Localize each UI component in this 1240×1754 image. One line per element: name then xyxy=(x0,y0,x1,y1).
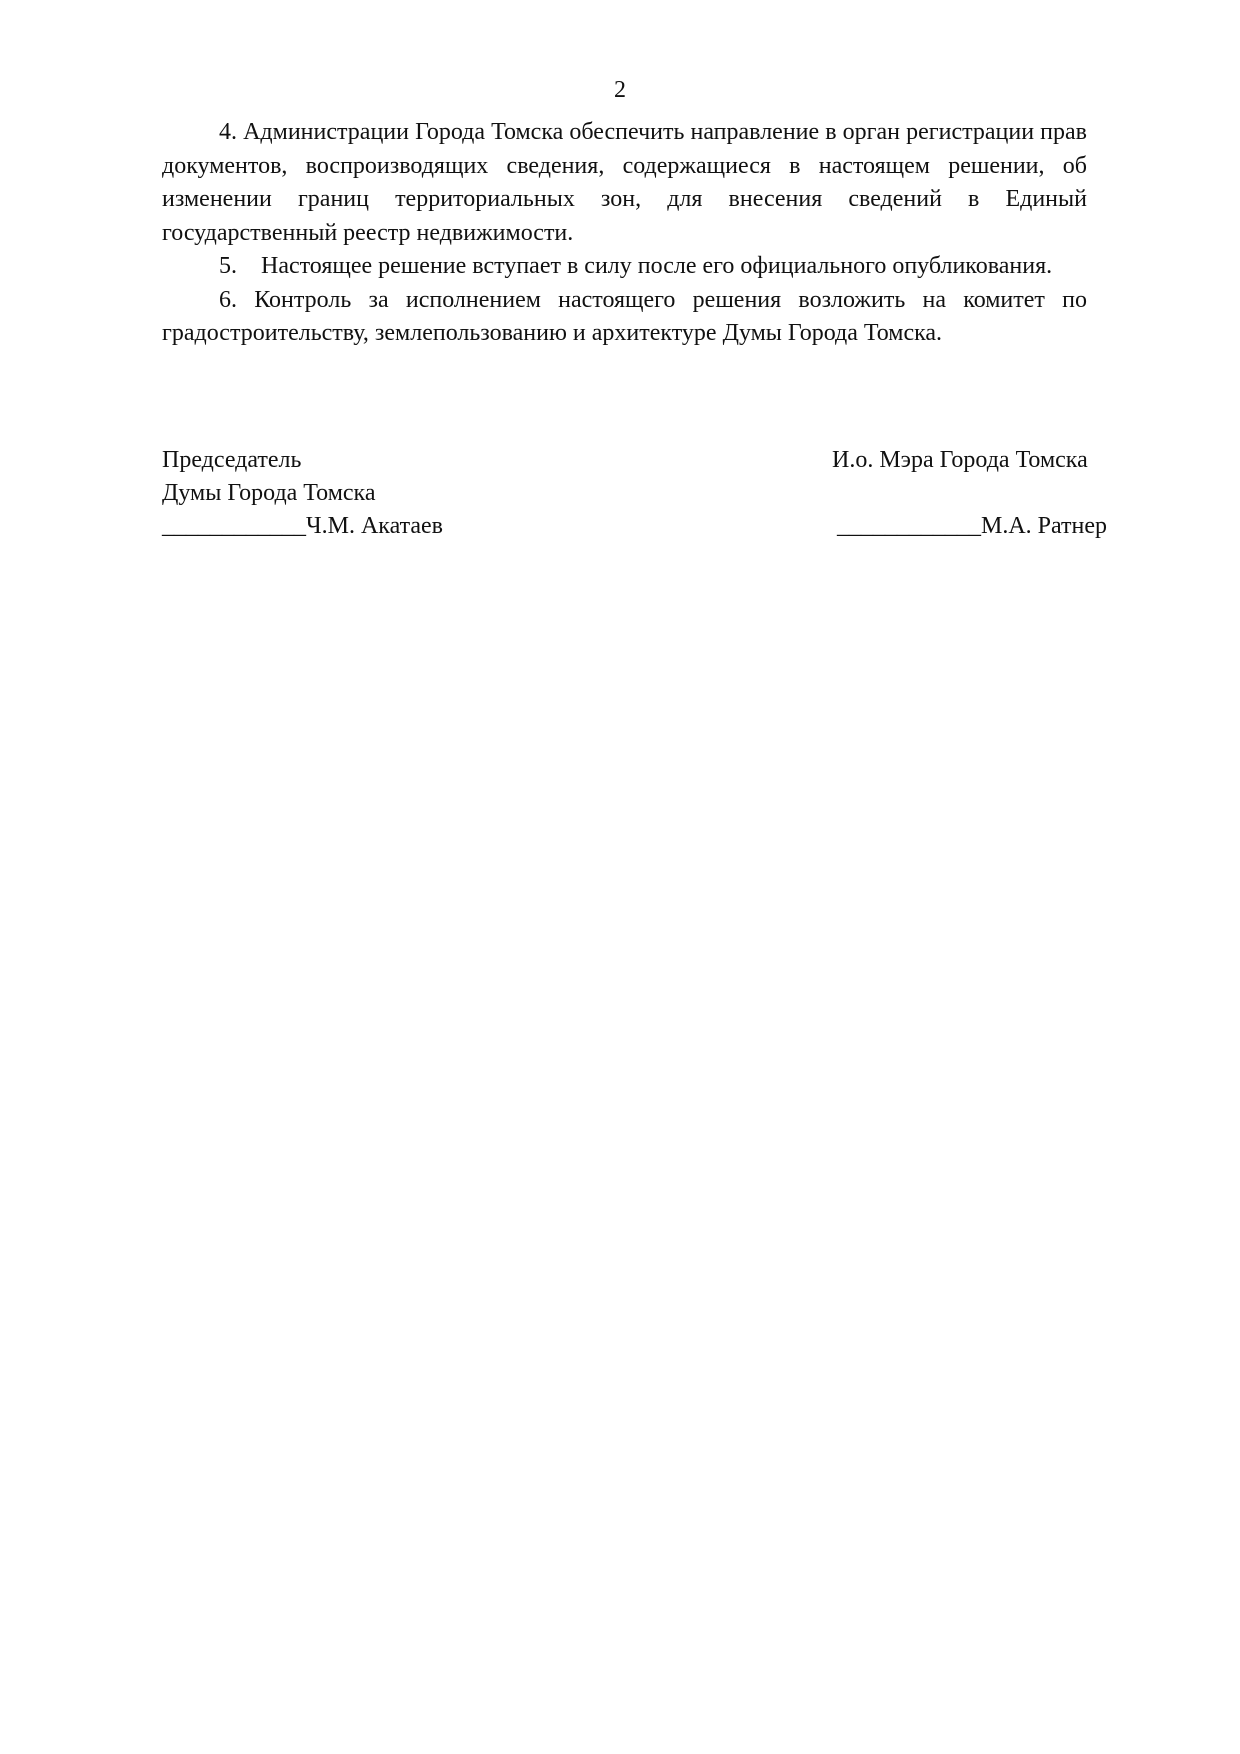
paragraph-6: 6. Контроль за исполнением настоящего решения возложить на комитет по градостроительству, землепользованию и архитектуре Думы Города Томска. xyxy=(162,286,1087,346)
chairman-title-line1: Председатель xyxy=(162,447,302,473)
paragraph-5-number: 5. xyxy=(219,253,237,279)
signature-block-chairman xyxy=(162,444,443,543)
paragraph-5 xyxy=(162,250,1087,284)
signature-block-mayor xyxy=(832,444,1107,543)
document-body xyxy=(162,116,1087,351)
chairman-signature-line: ____________Ч.М. Акатаев xyxy=(162,513,444,539)
paragraph-5-text: Настоящее решение вступает в силу после его официального опубликования. xyxy=(261,253,1053,279)
paragraph-4: 4. Администрации Города Томска обеспечить направление в орган регистрации прав документов, воспроизводящих сведения, содержащиеся в настоящем решении, об изменении границ территориальных зон, для внесения сведений в Единый государственный реестр недвижимости. xyxy=(162,119,1087,246)
mayor-signature-line: ____________М.А. Ратнер xyxy=(837,513,1108,539)
page-number: 2 xyxy=(614,77,626,103)
chairman-title-line2: Думы Города Томска xyxy=(162,480,376,506)
mayor-title-line1: И.о. Мэра Города Томска xyxy=(832,447,1088,473)
